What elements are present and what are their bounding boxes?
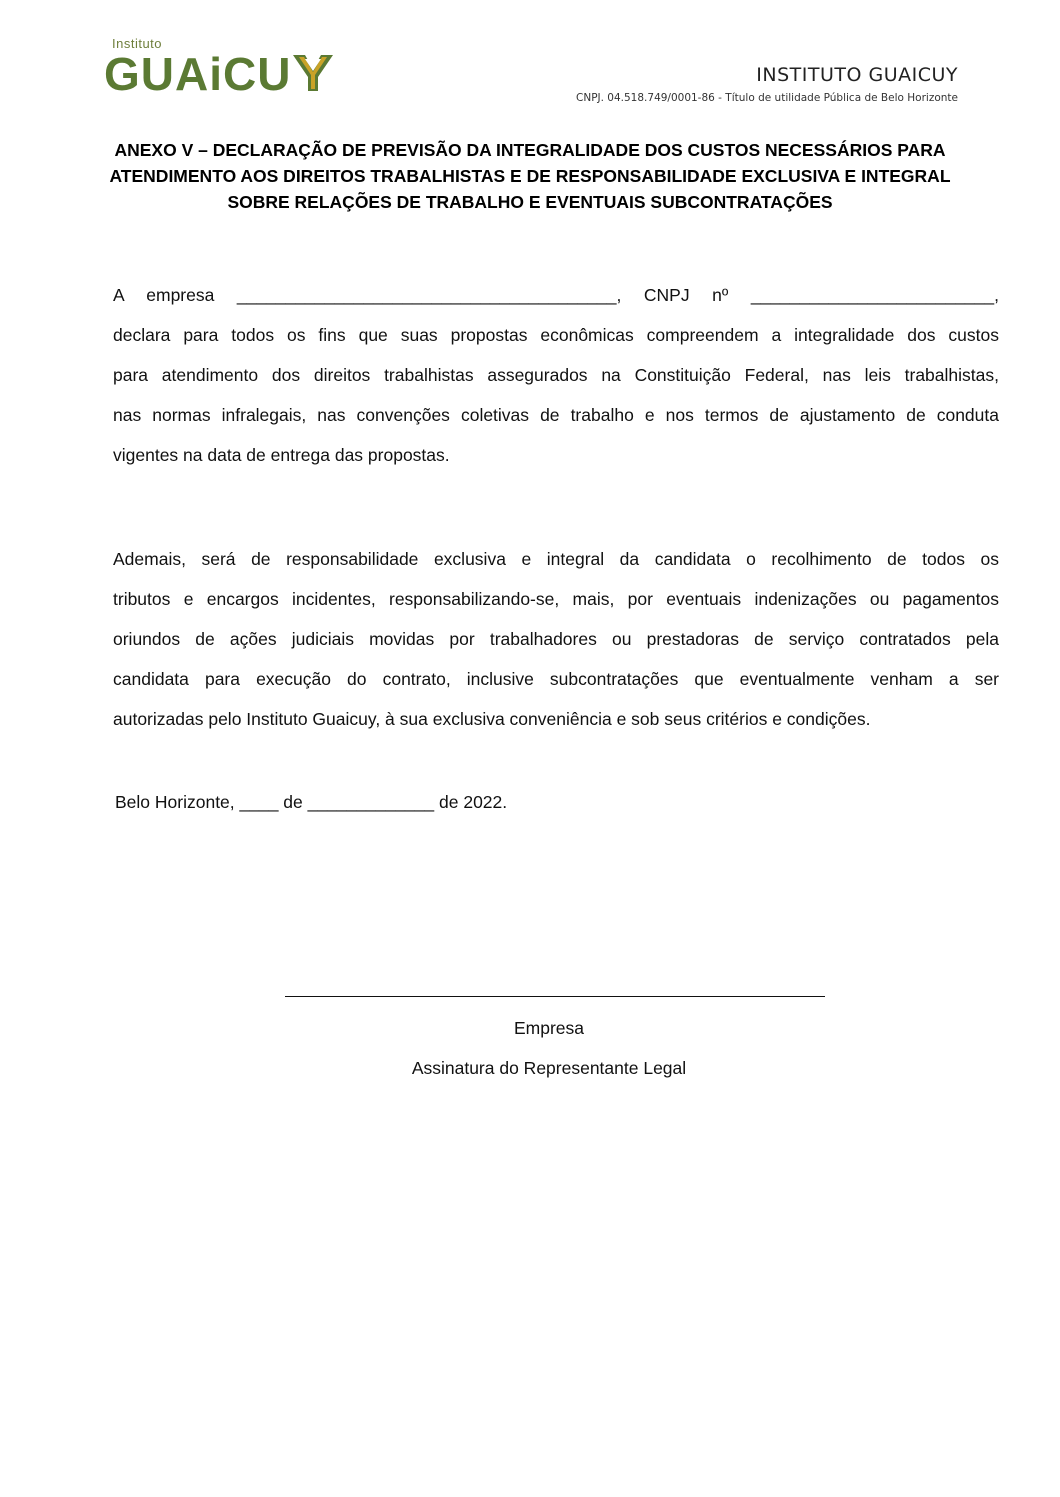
paragraph-line: nas normas infralegais, nas convenções coletivas de trabalho e nos termos de ajustamento de conduta	[113, 405, 999, 425]
declaration-paragraph	[113, 275, 999, 475]
document-title	[90, 137, 970, 215]
signature-block	[299, 1008, 799, 1088]
org-name: INSTITUTO GUAICUY	[756, 64, 958, 86]
org-subtitle: CNPJ. 04.518.749/0001-86 - Título de utilidade Pública de Belo Horizonte	[576, 92, 958, 104]
place-date-line: Belo Horizonte, ____ de _____________ de 2022.	[115, 792, 508, 812]
responsibility-paragraph	[113, 539, 999, 739]
paragraph-line: tributos e encargos incidentes, responsabilizando-se, mais, por eventuais indenizações ou pagamentos	[113, 589, 999, 609]
title-line: SOBRE RELAÇÕES DE TRABALHO E EVENTUAIS SUBCONTRATAÇÕES	[227, 192, 833, 212]
paragraph-line: candidata para execução do contrato, inclusive subcontratações que eventualmente venham a ser	[113, 669, 999, 689]
institute-logo	[104, 36, 394, 102]
paragraph-line: A empresa _______________________________________, CNPJ nº _________________________,	[113, 285, 999, 305]
paragraph-line: para atendimento dos direitos trabalhistas assegurados na Constituição Federal, nas leis trabalhistas,	[113, 365, 999, 385]
logo-y-icon	[291, 53, 335, 93]
title-line: ANEXO V – DECLARAÇÃO DE PREVISÃO DA INTEGRALIDADE DOS CUSTOS NECESSÁRIOS PARA	[114, 140, 946, 160]
logo-wordmark-text: GUAiCU	[104, 48, 292, 100]
paragraph-line: oriundos de ações judiciais movidas por trabalhadores ou prestadoras de serviço contratados pela	[113, 629, 999, 649]
logo-small-text: Instituto	[112, 36, 163, 51]
signature-line	[285, 996, 825, 997]
paragraph-line: autorizadas pelo Instituto Guaicuy, à sua exclusiva conveniência e sob seus critérios e condições.	[113, 709, 871, 729]
logo-wordmark	[104, 50, 335, 98]
paragraph-line: Ademais, será de responsabilidade exclusiva e integral da candidata o recolhimento de todos os	[113, 549, 999, 569]
title-line: ATENDIMENTO AOS DIREITOS TRABALHISTAS E DE RESPONSABILIDADE EXCLUSIVA E INTEGRAL	[109, 166, 951, 186]
paragraph-line: vigentes na data de entrega das propostas.	[113, 445, 450, 465]
company-label: Empresa	[513, 1018, 585, 1038]
paragraph-line: declara para todos os fins que suas propostas econômicas compreendem a integralidade dos custos	[113, 325, 999, 345]
signer-label: Assinatura do Representante Legal	[411, 1058, 687, 1078]
